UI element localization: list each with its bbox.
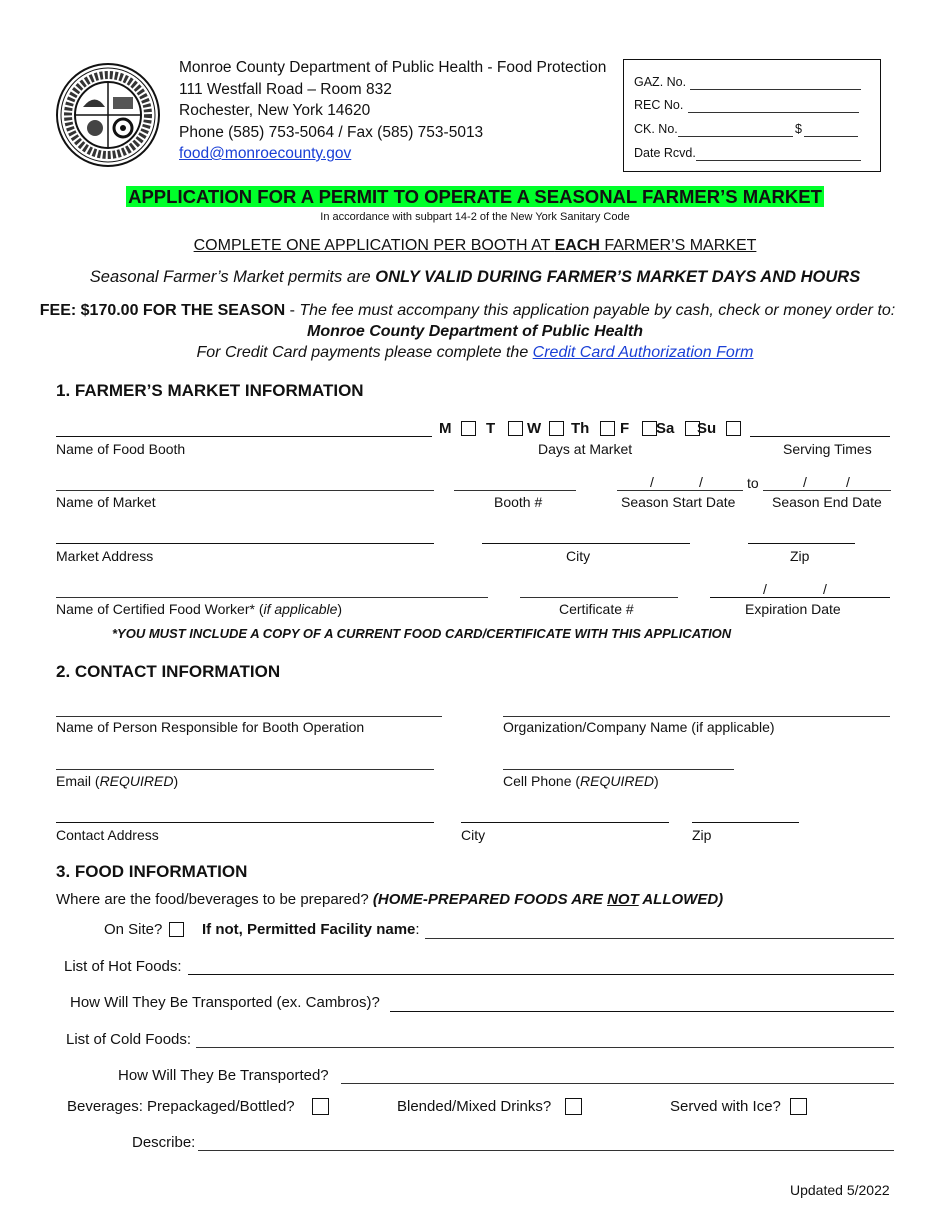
org-phone: Phone (585) 753-5064 / Fax (585) 753-5013 xyxy=(179,123,484,141)
contact-address-label: Contact Address xyxy=(56,827,159,843)
date-rcvd-label: Date Rcvd. xyxy=(634,146,696,160)
blended-checkbox[interactable] xyxy=(565,1098,582,1115)
expiration-date-field[interactable] xyxy=(710,597,890,598)
form-title: APPLICATION FOR A PERMIT TO OPERATE A SEASONAL FARMER’S MARKET xyxy=(128,186,822,207)
day-label-w: W xyxy=(527,420,542,437)
serving-times-label: Serving Times xyxy=(783,441,872,457)
hot-transport-label: How Will They Be Transported (ex. Cambros)? xyxy=(70,994,380,1011)
on-site-label: On Site? xyxy=(104,921,163,938)
season-end-label: Season End Date xyxy=(772,494,882,510)
cold-transport-label: How Will They Be Transported? xyxy=(118,1067,329,1084)
fee-notice: FEE: $170.00 FOR THE SEASON - The fee must accompany this application payable by cash, check or money order to: xyxy=(39,302,896,319)
org-email-link[interactable]: food@monroecounty.gov xyxy=(179,145,352,162)
certified-worker-label: Name of Certified Food Worker* (if applicable) xyxy=(56,601,343,617)
day-checkbox-su[interactable] xyxy=(726,421,741,436)
beverages-label: Beverages: Prepackaged/Bottled? xyxy=(67,1098,295,1115)
cold-transport-field[interactable] xyxy=(341,1083,894,1084)
day-checkbox-th[interactable] xyxy=(600,421,615,436)
section3-title: 3. FOOD INFORMATION xyxy=(56,862,248,881)
market-address-field[interactable] xyxy=(56,543,434,544)
cold-foods-field[interactable] xyxy=(196,1047,894,1048)
certificate-number-field[interactable] xyxy=(520,597,678,598)
payee-name: Monroe County Department of Public Health xyxy=(306,323,643,340)
organization-label: Organization/Company Name (if applicable) xyxy=(503,719,775,735)
credit-card-notice: For Credit Card payments please complete the Credit Card Authorization Form xyxy=(196,344,754,361)
ice-checkbox[interactable] xyxy=(790,1098,807,1115)
expiration-date-label: Expiration Date xyxy=(745,601,841,617)
describe-field[interactable] xyxy=(198,1150,894,1151)
serving-times-field[interactable] xyxy=(750,436,890,437)
permitted-facility-label: If not, Permitted Facility name: xyxy=(202,921,420,938)
season-start-date-field[interactable] xyxy=(617,490,743,491)
to-label: to xyxy=(747,475,759,491)
hot-foods-field[interactable] xyxy=(188,974,894,975)
hot-foods-label: List of Hot Foods: xyxy=(64,958,182,975)
hot-transport-field[interactable] xyxy=(390,1011,894,1012)
section2-title: 2. CONTACT INFORMATION xyxy=(56,662,281,681)
day-checkbox-m[interactable] xyxy=(461,421,476,436)
day-checkbox-w[interactable] xyxy=(549,421,564,436)
booth-number-field[interactable] xyxy=(454,490,576,491)
gaz-label: GAZ. No. xyxy=(634,75,687,89)
days-at-market-label: Days at Market xyxy=(538,441,633,457)
county-seal-logo xyxy=(55,62,161,168)
org-address-line2: Rochester, New York 14620 xyxy=(179,102,371,119)
validity-notice: Seasonal Farmer’s Market permits are ONLY VALID DURING FARMER’S MARKET DAYS AND HOURS xyxy=(89,268,861,286)
day-label-t: T xyxy=(486,420,496,437)
ice-label: Served with Ice? xyxy=(670,1098,781,1115)
blended-label: Blended/Mixed Drinks? xyxy=(397,1098,552,1115)
day-label-th: Th xyxy=(571,420,590,437)
on-site-checkbox[interactable] xyxy=(169,922,184,937)
dollar-label: $ xyxy=(795,122,802,136)
credit-card-form-link[interactable]: Credit Card Authorization Form xyxy=(532,344,754,361)
ck-label: CK. No. xyxy=(634,122,678,136)
market-address-label: Market Address xyxy=(56,548,154,564)
day-label-f: F xyxy=(620,420,630,437)
day-label-m: M xyxy=(439,420,452,437)
updated-date: Updated 5/2022 xyxy=(790,1182,890,1198)
org-name: Monroe County Department of Public Health - Food Protection xyxy=(179,59,607,76)
certified-worker-field[interactable] xyxy=(56,597,488,598)
office-use-box xyxy=(623,59,881,172)
email-field[interactable] xyxy=(56,769,434,770)
cell-phone-label: Cell Phone (REQUIRED) xyxy=(503,773,659,789)
organization-field[interactable] xyxy=(503,716,890,717)
food-booth-name-field[interactable] xyxy=(56,436,432,437)
contact-zip-label: Zip xyxy=(692,827,712,843)
prepackaged-checkbox[interactable] xyxy=(312,1098,329,1115)
market-city-field[interactable] xyxy=(482,543,690,544)
market-name-label: Name of Market xyxy=(56,494,156,510)
day-label-sa: Sa xyxy=(656,420,675,437)
cell-phone-field[interactable] xyxy=(503,769,734,770)
season-end-date-field[interactable] xyxy=(763,490,891,491)
market-zip-field[interactable] xyxy=(748,543,855,544)
email-label: Email (REQUIRED) xyxy=(56,773,179,789)
day-checkbox-f[interactable] xyxy=(642,421,657,436)
contact-address-field[interactable] xyxy=(56,822,434,823)
food-booth-label: Name of Food Booth xyxy=(56,441,186,457)
rec-label: REC No. xyxy=(634,98,684,112)
contact-city-field[interactable] xyxy=(461,822,669,823)
responsible-person-field[interactable] xyxy=(56,716,442,717)
preparation-question: Where are the food/beverages to be prepared? (HOME-PREPARED FOODS ARE NOT ALLOWED) xyxy=(56,891,724,908)
market-name-field[interactable] xyxy=(56,490,434,491)
contact-zip-field[interactable] xyxy=(692,822,799,823)
day-label-su: Su xyxy=(697,420,717,437)
day-checkbox-t[interactable] xyxy=(508,421,523,436)
market-city-label: City xyxy=(566,548,591,564)
org-address-line1: 111 Westfall Road – Room 832 xyxy=(179,80,392,98)
season-start-label: Season Start Date xyxy=(621,494,736,510)
section1-title: 1. FARMER’S MARKET INFORMATION xyxy=(56,381,364,400)
form-subtitle: In accordance with subpart 14-2 of the New York Sanitary Code xyxy=(320,211,630,223)
responsible-person-label: Name of Person Responsible for Booth Operation xyxy=(56,719,365,735)
certificate-number-label: Certificate # xyxy=(559,601,634,617)
food-card-note: *YOU MUST INCLUDE A COPY OF A CURRENT FOOD CARD/CERTIFICATE WITH THIS APPLICATION xyxy=(112,626,732,641)
cold-foods-label: List of Cold Foods: xyxy=(66,1031,192,1048)
market-zip-label: Zip xyxy=(790,548,810,564)
permitted-facility-field[interactable] xyxy=(425,938,894,939)
booth-number-label: Booth # xyxy=(494,494,543,510)
one-app-notice: COMPLETE ONE APPLICATION PER BOOTH AT EACH FARMER’S MARKET xyxy=(193,237,757,254)
contact-city-label: City xyxy=(461,827,486,843)
describe-label: Describe: xyxy=(132,1134,196,1151)
